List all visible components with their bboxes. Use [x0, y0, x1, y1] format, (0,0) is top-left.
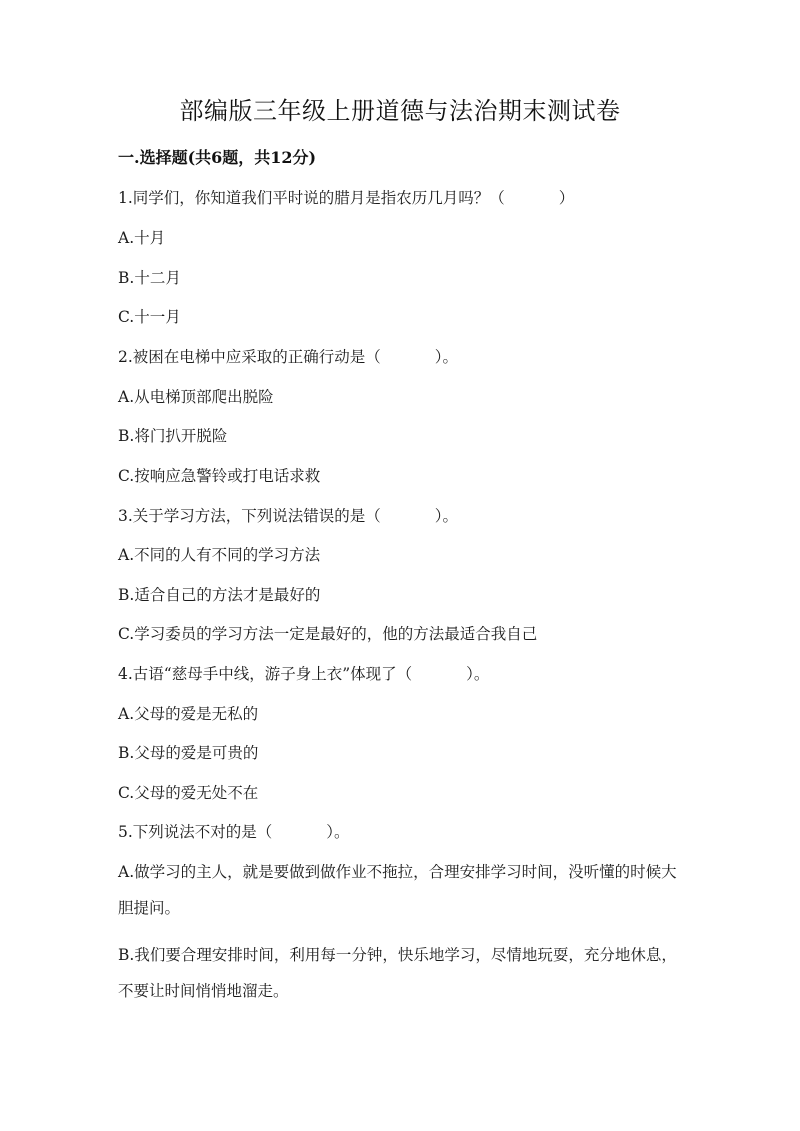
question-1-option-b: B.十二月: [118, 269, 181, 287]
question-3-option-a: A.不同的人有不同的学习方法: [118, 546, 321, 564]
section-heading: 一.选择题(共6题，共12分): [118, 148, 317, 167]
question-2-stem: [118, 345, 458, 369]
question-5-close: ）。: [326, 823, 350, 841]
page-title: 部编版三年级上册道德与法治期末测试卷: [179, 97, 621, 125]
question-4-option-b: B.父母的爱是可贵的: [118, 744, 259, 762]
question-1-option-c: C.十一月: [118, 308, 181, 326]
question-2-text: 2.被困在电梯中应采取的正确行动是（: [118, 348, 381, 366]
question-4-option-a: A.父母的爱是无私的: [118, 705, 259, 723]
question-5-option-b: B.我们要合理安排时间，利用每一分钟，快乐地学习，尽情地玩耍，充分地休息，不要让时间悄悄地溜走。: [118, 946, 677, 1000]
question-2-option-a: A.从电梯顶部爬出脱险: [118, 388, 274, 406]
question-3-option-b: B.适合自己的方法才是最好的: [118, 586, 321, 604]
question-4-close: ）。: [466, 665, 490, 683]
question-5-stem: [118, 820, 350, 844]
question-5-text: 5.下列说法不对的是（: [118, 823, 273, 841]
question-5-option-a: A.做学习的主人，就是要做到做作业不拖拉，合理安排学习时间，没听懂的时候大胆提问。: [118, 863, 677, 917]
question-3-close: ）。: [434, 507, 459, 525]
question-2-option-c: C.按响应急警铃或打电话求救: [118, 467, 321, 485]
question-3-stem: [118, 504, 458, 528]
question-4-stem: [118, 662, 489, 686]
question-1-option-a: A.十月: [118, 229, 166, 247]
question-1-text: 1.同学们，你知道我们平时说的腊月是指农历几月吗？（: [118, 189, 505, 207]
question-3-text: 3.关于学习方法，下列说法错误的是（: [118, 507, 381, 525]
question-4-option-c: C.父母的爱无处不在: [118, 784, 259, 802]
question-1-stem: [118, 186, 574, 210]
question-3-option-c: C.学习委员的学习方法一定是最好的，他的方法最适合我自己: [118, 625, 538, 643]
question-4-text: 4.古语“慈母手中线，游子身上衣”体现了（: [118, 665, 413, 683]
question-1-close: ）: [558, 189, 575, 207]
question-2-close: ）。: [434, 348, 459, 366]
question-2-option-b: B.将门扒开脱险: [118, 427, 228, 445]
